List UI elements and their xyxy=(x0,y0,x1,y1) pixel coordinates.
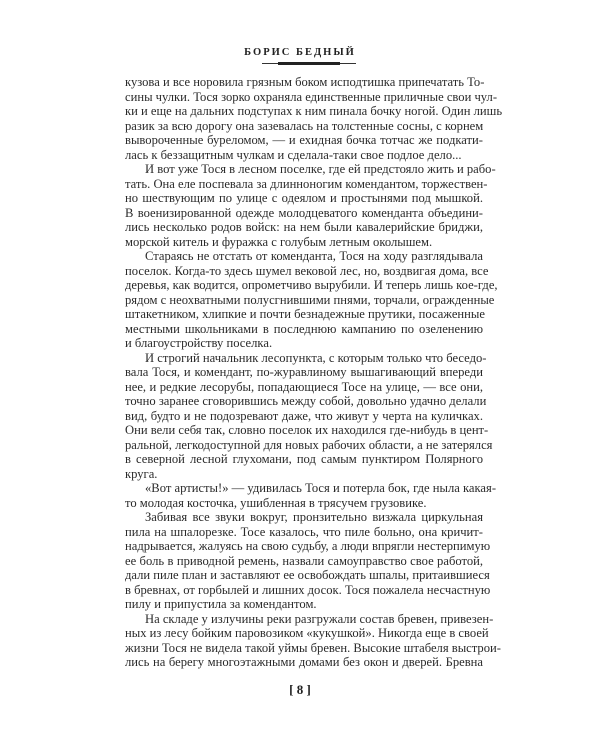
text-line: но шествующим по улице с одеялом и простынями под мышкой. xyxy=(125,191,483,205)
text-line: ральной, легкодоступной для новых рабочих области, а не затерялся xyxy=(125,437,493,452)
text-line: местными школьниками в последнюю кампанию по озеленению xyxy=(125,321,483,336)
text-line: вид, будто и не подозревают даже, что живут у черта на куличках. xyxy=(125,408,483,423)
text-line: надрывается, жалуясь на свою судьбу, а люди впрягли нестерпимую xyxy=(125,539,491,553)
text-line: жизни Тося не видела такой уймы бревен. Высокие штабеля выстрои- xyxy=(125,640,501,655)
paragraph xyxy=(125,162,496,249)
text-line: пилу и припустила за комендантом. xyxy=(125,597,317,611)
paragraph xyxy=(125,611,501,670)
text-line: точно заранее сговорившись между собой, довольно удачно делали xyxy=(125,394,487,408)
text-line: морской китель и фуражка с голубым летным околышем. xyxy=(125,234,433,249)
text-line: ее боль в приводной ремень, назвали самоуправство свое работой, xyxy=(125,553,483,568)
text-line: круга. xyxy=(125,466,158,481)
paragraph xyxy=(125,510,491,612)
text-line: ки и еще на дальних подступах к ним пинала бочку ногой. Один лишь xyxy=(125,104,503,118)
text-line: деревья, как водится, опрометчиво вырубили. И теперь лишь кое-где, xyxy=(125,278,498,292)
text-line: нее, и редкие лесорубы, попадающиеся Тосе на улице, — все они, xyxy=(125,379,483,394)
text-line: Забивая все звуки вокруг, пронзительно визжала циркульная xyxy=(145,510,483,524)
text-line: В военизированной одежде молодцеватого коменданта объедини- xyxy=(125,205,483,220)
text-line: пила на шпалорезке. Тосе казалось, что пиле больно, она кричит- xyxy=(125,524,483,539)
text-line: в бревнах, от горбылей и лишних досок. Тося пожалела несчастную xyxy=(125,582,491,597)
text-line: поселок. Когда-то здесь шумел вековой лес, но, воздвигая дома, все xyxy=(125,263,489,278)
text-line: дали пиле план и заставляют ее освобождать шпалы, притаившиеся xyxy=(125,568,490,582)
text-line: На складе у излучины реки разгружали состав бревен, привезен- xyxy=(145,611,494,626)
paragraph xyxy=(125,75,503,162)
text-line: в северной лесной глухомани, под самым пунктиром Полярного xyxy=(125,452,483,466)
text-line: лись несколько родов войск: на нем были кавалерийские бриджи, xyxy=(125,220,483,234)
text-line: кузова и все норовила грязным боком исподтишка припечатать То- xyxy=(125,75,485,89)
text-line: лись на берегу многоэтажными домами без окон и дверей. Бревна xyxy=(125,655,483,669)
text-line: вала Тося, и комендант, по-журавлиному вышагивающий впереди xyxy=(125,365,483,379)
text-line: вывороченные буреломом, — и ехидная бочка тотчас же подкати- xyxy=(125,133,483,147)
running-header-author: БОРИС БЕДНЫЙ xyxy=(244,47,356,58)
text-line: разик за всю дорогу она зазевалась на толстенные сосны, с корнем xyxy=(125,118,484,133)
text-line: штакетником, хлипкие и почти безнадежные прутики, посаженные xyxy=(125,307,485,321)
text-line: и благоустройству поселка. xyxy=(125,336,273,350)
text-line: И строгий начальник лесопункта, с которым только что беседо- xyxy=(145,350,487,365)
paragraph xyxy=(125,249,498,351)
text-line: И вот уже Тося в лесном поселке, где ей предстояло жить и рабо- xyxy=(145,162,496,176)
text-line: сины чулки. Тося зорко охраняла единственные приличные свои чул- xyxy=(125,89,498,104)
text-line: Стараясь не отстать от коменданта, Тося на ходу разглядывала xyxy=(145,249,483,263)
text-line: ных из лесу бойким паровозиком «кукушкой». Никогда еще в своей xyxy=(125,626,489,640)
header-rule-accent xyxy=(278,62,340,65)
text-line: то молодая косточка, ушибленная в трясучем грузовике. xyxy=(125,495,427,510)
page-number: [ 8 ] xyxy=(289,682,311,697)
text-line: лась к беззащитным чулкам и сделала-таки свое подлое дело... xyxy=(125,147,462,162)
paragraph xyxy=(125,350,493,482)
text-line: Они вели себя так, словно поселок их находился где-нибудь в цент- xyxy=(125,423,489,437)
body-text xyxy=(125,75,503,670)
text-line: тать. Она еле поспевала за длинноногим комендантом, торжествен- xyxy=(125,176,488,191)
text-line: рядом с неохватными полусгнившими пнями, торчали, огражденные xyxy=(125,292,495,307)
paragraph xyxy=(125,481,497,510)
text-line: «Вот артисты!» — удивилась Тося и потерла бок, где ныла какая- xyxy=(145,481,497,495)
